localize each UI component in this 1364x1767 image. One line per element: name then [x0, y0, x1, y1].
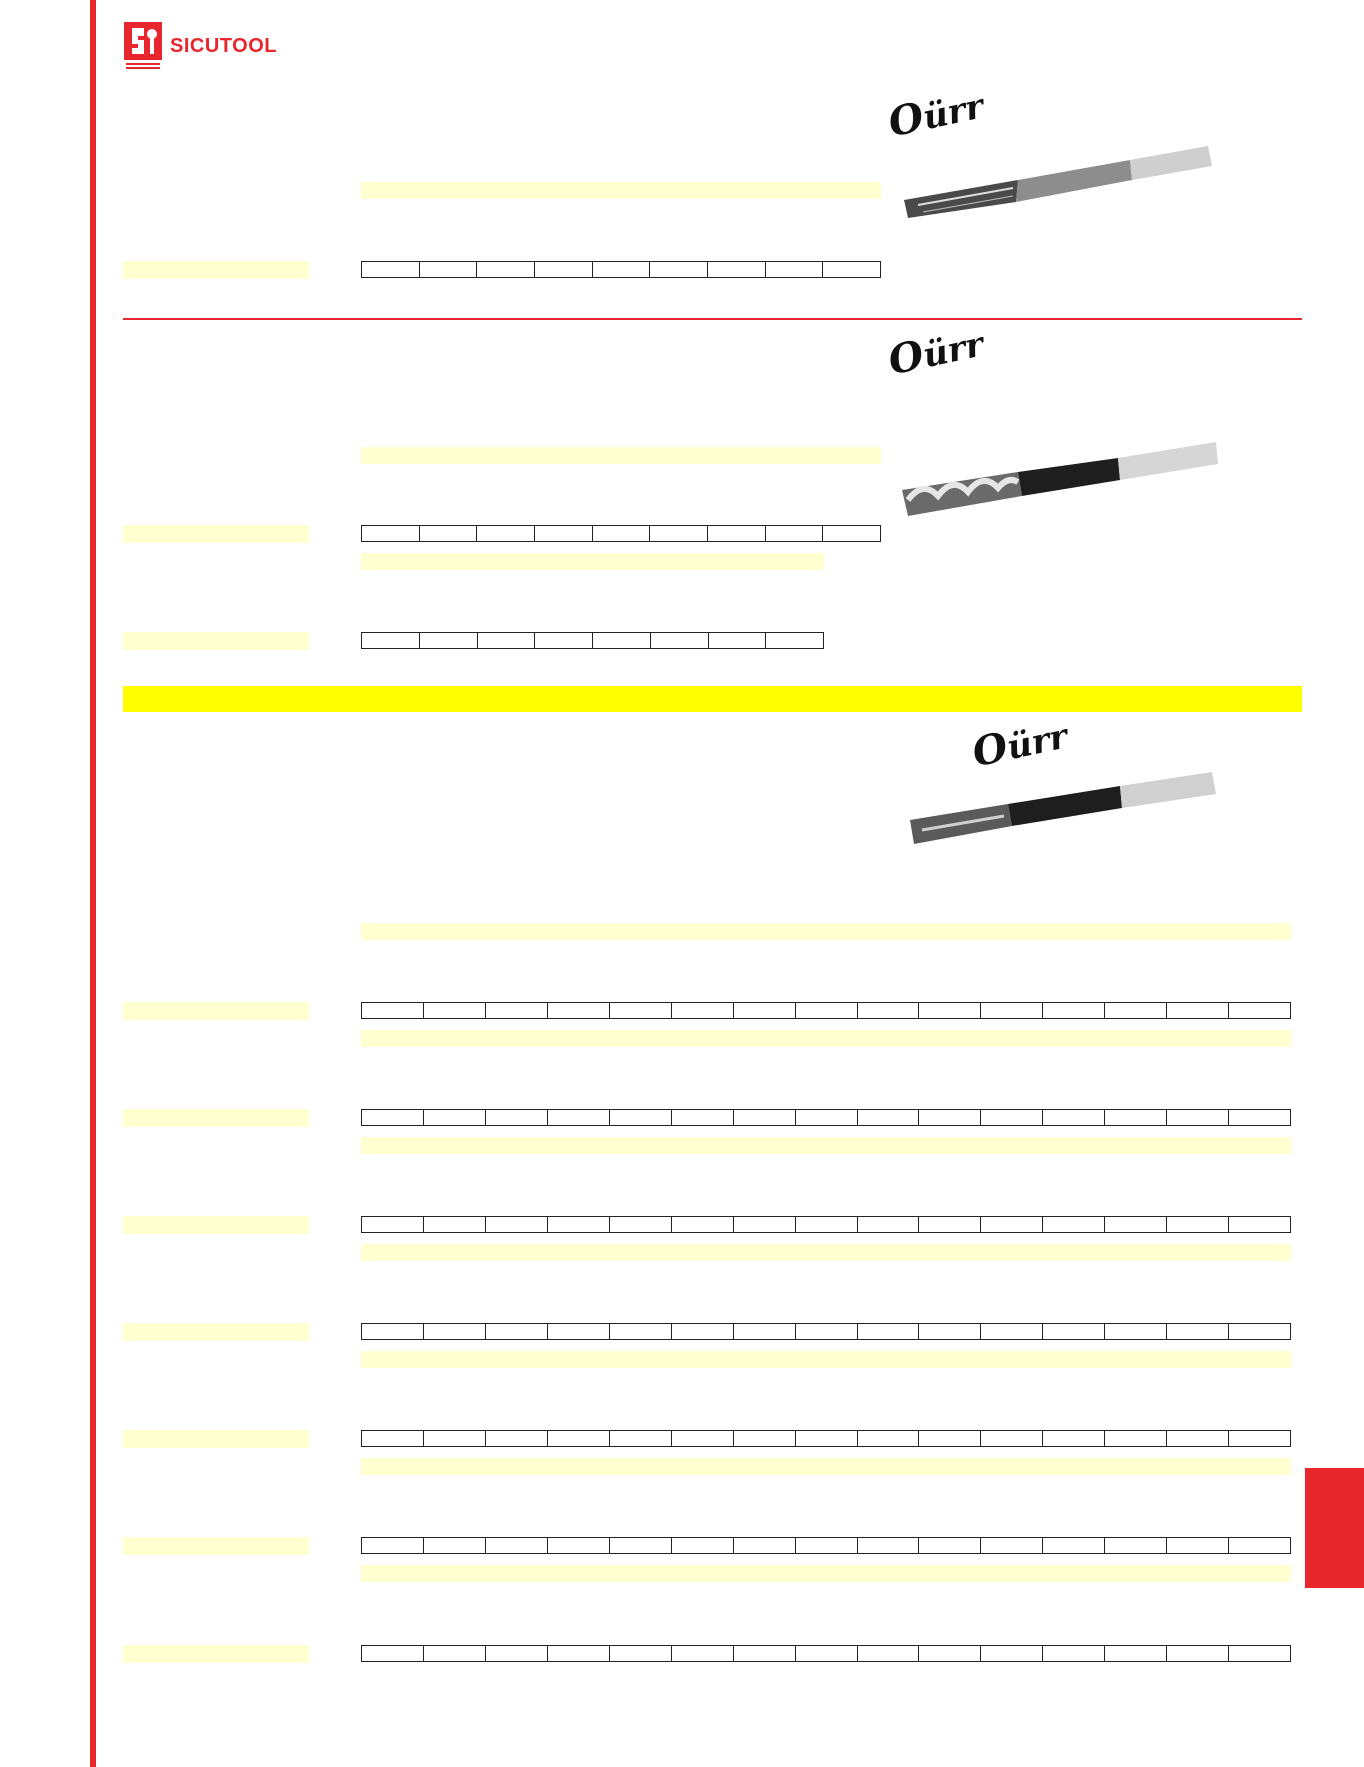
- spec-header-bar: [361, 1030, 1291, 1047]
- spec-header-bar: [361, 553, 824, 570]
- spec-table-row: [361, 1216, 1291, 1233]
- row-label: [123, 1002, 309, 1020]
- row-label: [123, 632, 309, 650]
- row-label: [123, 261, 309, 279]
- section-divider: [123, 318, 1302, 320]
- spec-header-bar: [361, 1244, 1291, 1261]
- durr-brand-logo: Oürr: [968, 716, 1072, 777]
- spec-header-bar: [361, 1137, 1291, 1154]
- spec-header-bar: [361, 182, 881, 199]
- spec-header-bar: [361, 923, 1291, 940]
- spec-table-row: [361, 1323, 1291, 1340]
- row-label: [123, 525, 309, 543]
- spec-table-row: [361, 1002, 1291, 1019]
- spec-table-row: [361, 1537, 1291, 1554]
- spec-table-row: [361, 1109, 1291, 1126]
- row-label: [123, 1430, 309, 1448]
- sicutool-logo: [124, 22, 277, 70]
- durr-brand-logo: Oürr: [884, 86, 988, 147]
- spec-header-bar: [361, 447, 881, 464]
- spec-table-row: [361, 1645, 1291, 1662]
- durr-brand-logo: Oürr: [884, 324, 988, 385]
- left-margin-rule: [90, 0, 96, 1767]
- row-label: [123, 1537, 309, 1555]
- spec-header-bar: [361, 1351, 1291, 1368]
- section-highlight-band: [123, 686, 1302, 712]
- row-label: [123, 1323, 309, 1341]
- sicutool-logo-icon: [124, 22, 162, 70]
- spec-header-bar: [361, 1458, 1291, 1475]
- row-label: [123, 1645, 309, 1663]
- spec-table-row: [361, 632, 824, 649]
- spec-table-row: [361, 1430, 1291, 1447]
- spec-header-bar: [361, 1565, 1291, 1582]
- spec-table-row: [361, 525, 881, 542]
- straight-flute-reamer-icon: [898, 130, 1218, 220]
- spec-table-row: [361, 261, 881, 278]
- spiral-flute-reamer-icon: [898, 430, 1218, 520]
- spiral-reamer-black-shank-icon: [908, 760, 1228, 850]
- row-label: [123, 1216, 309, 1234]
- brand-name: SICUTOOL: [170, 34, 277, 57]
- section-side-tab: [1305, 1468, 1364, 1588]
- row-label: [123, 1109, 309, 1127]
